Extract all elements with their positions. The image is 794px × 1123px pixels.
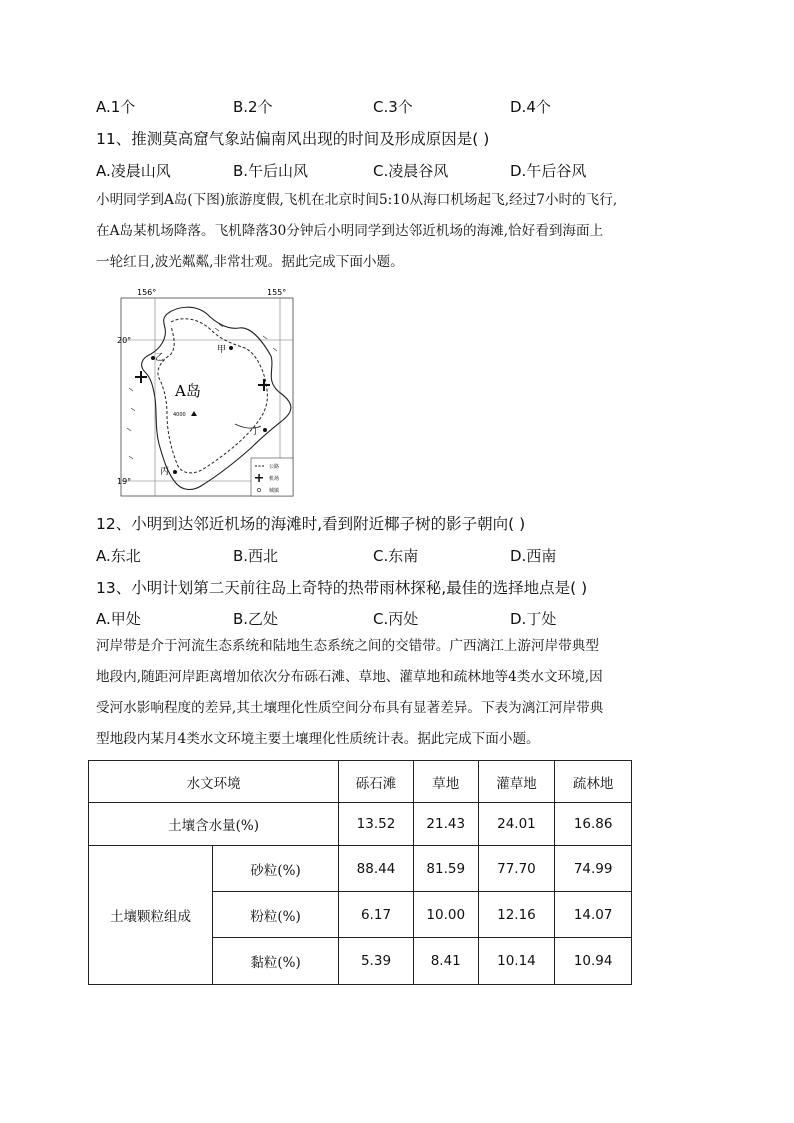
legend-town: 城镇 [269, 488, 280, 494]
island-label: A岛 [175, 382, 201, 400]
table-header-row [89, 761, 632, 803]
soil-properties-table [88, 760, 632, 985]
island-map [115, 288, 300, 500]
table-row [89, 846, 632, 892]
lon-label-156: 156° [137, 288, 157, 297]
town-jia-icon [229, 346, 233, 350]
table-cell: 10.94 [555, 938, 632, 985]
passage-riparian [96, 631, 700, 755]
q10-options [96, 96, 716, 120]
passage-line: 地段内,随距河岸距离增加依次分布砾石滩、草地、灌草地和疏林地等4类水文环境,因 [96, 669, 603, 685]
place-yi: 乙 [155, 353, 165, 363]
row-label: 黏粒(%) [213, 938, 339, 985]
place-ding: 丁 [251, 427, 261, 437]
q12-options [96, 545, 716, 569]
q13-option-c: C.丙处 [373, 610, 419, 628]
passage-island [96, 185, 700, 278]
table-cell: 14.07 [555, 892, 632, 938]
peak-icon [191, 411, 197, 416]
table-cell: 88.44 [339, 846, 414, 892]
q12-option-a: A.东北 [96, 547, 141, 565]
legend-road: 公路 [269, 464, 280, 470]
q10-option-c: C.3个 [373, 98, 413, 116]
table-cell: 12.16 [478, 892, 555, 938]
q12-option-d: D.西南 [510, 547, 557, 565]
passage-line: 河岸带是介于河流生态系统和陆地生态系统之间的交错带。广西漓江上游河岸带典型 [96, 638, 599, 654]
q11-stem: 11、推测莫高窟气象站偏南风出现的时间及形成原因是( ) [96, 130, 490, 148]
col-header: 草地 [413, 761, 478, 803]
passage-line: 受河水影响程度的差异,其土壤理化性质空间分布具有显著差异。下表为漓江河岸带典 [96, 700, 604, 716]
passage-line: 在A岛某机场降落。飞机降落30分钟后小明同学到达邻近机场的海滩,恰好看到海面上 [96, 223, 604, 239]
lat-label-20: 20° [117, 336, 132, 345]
q11-options [96, 160, 716, 184]
passage-line: 一轮红日,波光粼粼,非常壮观。据此完成下面小题。 [96, 254, 404, 270]
table-cell: 81.59 [413, 846, 478, 892]
table-cell: 10.00 [413, 892, 478, 938]
table-cell: 74.99 [555, 846, 632, 892]
peak-label: 4000 [173, 412, 186, 418]
q11-option-d: D.午后谷风 [510, 162, 587, 180]
q11-option-a: A.凌晨山风 [96, 162, 171, 180]
lat-label-19: 19° [117, 477, 132, 486]
table-cell: 8.41 [413, 938, 478, 985]
table-row [89, 803, 632, 846]
row-label: 砂粒(%) [213, 846, 339, 892]
q12-option-c: C.东南 [373, 547, 419, 565]
table-cell: 6.17 [339, 892, 414, 938]
q11-option-b: B.午后山风 [233, 162, 309, 180]
airport-east-icon [258, 379, 270, 391]
q10-option-a: A.1个 [96, 98, 136, 116]
row-label: 土壤含水量(%) [89, 803, 339, 846]
col-header: 灌草地 [478, 761, 555, 803]
q13-option-d: D.丁处 [510, 610, 557, 628]
table-cell: 21.43 [413, 803, 478, 846]
place-bing: 丙 [160, 467, 170, 477]
passage-line: 小明同学到A岛(下图)旅游度假,飞机在北京时间5:10从海口机场起飞,经过7小时的飞行, [96, 192, 618, 208]
legend-airport: 机场 [269, 476, 280, 482]
q13-option-a: A.甲处 [96, 610, 141, 628]
table-cell: 5.39 [339, 938, 414, 985]
q12-option-b: B.西北 [233, 547, 279, 565]
q13-stem: 13、小明计划第二天前往岛上奇特的热带雨林探秘,最佳的选择地点是( ) [96, 579, 588, 597]
q10-option-b: B.2个 [233, 98, 273, 116]
table-cell: 24.01 [478, 803, 555, 846]
passage-line: 型地段内某月4类水文环境主要土壤理化性质统计表。据此完成下面小题。 [96, 731, 540, 747]
table-cell: 10.14 [478, 938, 555, 985]
table-cell: 77.70 [478, 846, 555, 892]
lon-label-155: 155° [267, 288, 287, 297]
q11-option-c: C.凌晨谷风 [373, 162, 449, 180]
row-label: 粉粒(%) [213, 892, 339, 938]
wind-marks [127, 324, 277, 459]
q13-options [96, 608, 716, 632]
q10-option-d: D.4个 [510, 98, 551, 116]
col-header: 砾石滩 [339, 761, 414, 803]
q12-stem: 12、小明到达邻近机场的海滩时,看到附近椰子树的影子朝向( ) [96, 515, 526, 533]
q13-option-b: B.乙处 [233, 610, 279, 628]
town-bing-icon [173, 470, 177, 474]
town-yi-icon [151, 356, 155, 360]
group-label: 土壤颗粒组成 [89, 846, 213, 985]
place-jia: 甲 [217, 345, 227, 355]
header-env: 水文环境 [89, 761, 339, 803]
town-ding-icon [263, 428, 267, 432]
table-cell: 13.52 [339, 803, 414, 846]
col-header: 疏林地 [555, 761, 632, 803]
table-cell: 16.86 [555, 803, 632, 846]
